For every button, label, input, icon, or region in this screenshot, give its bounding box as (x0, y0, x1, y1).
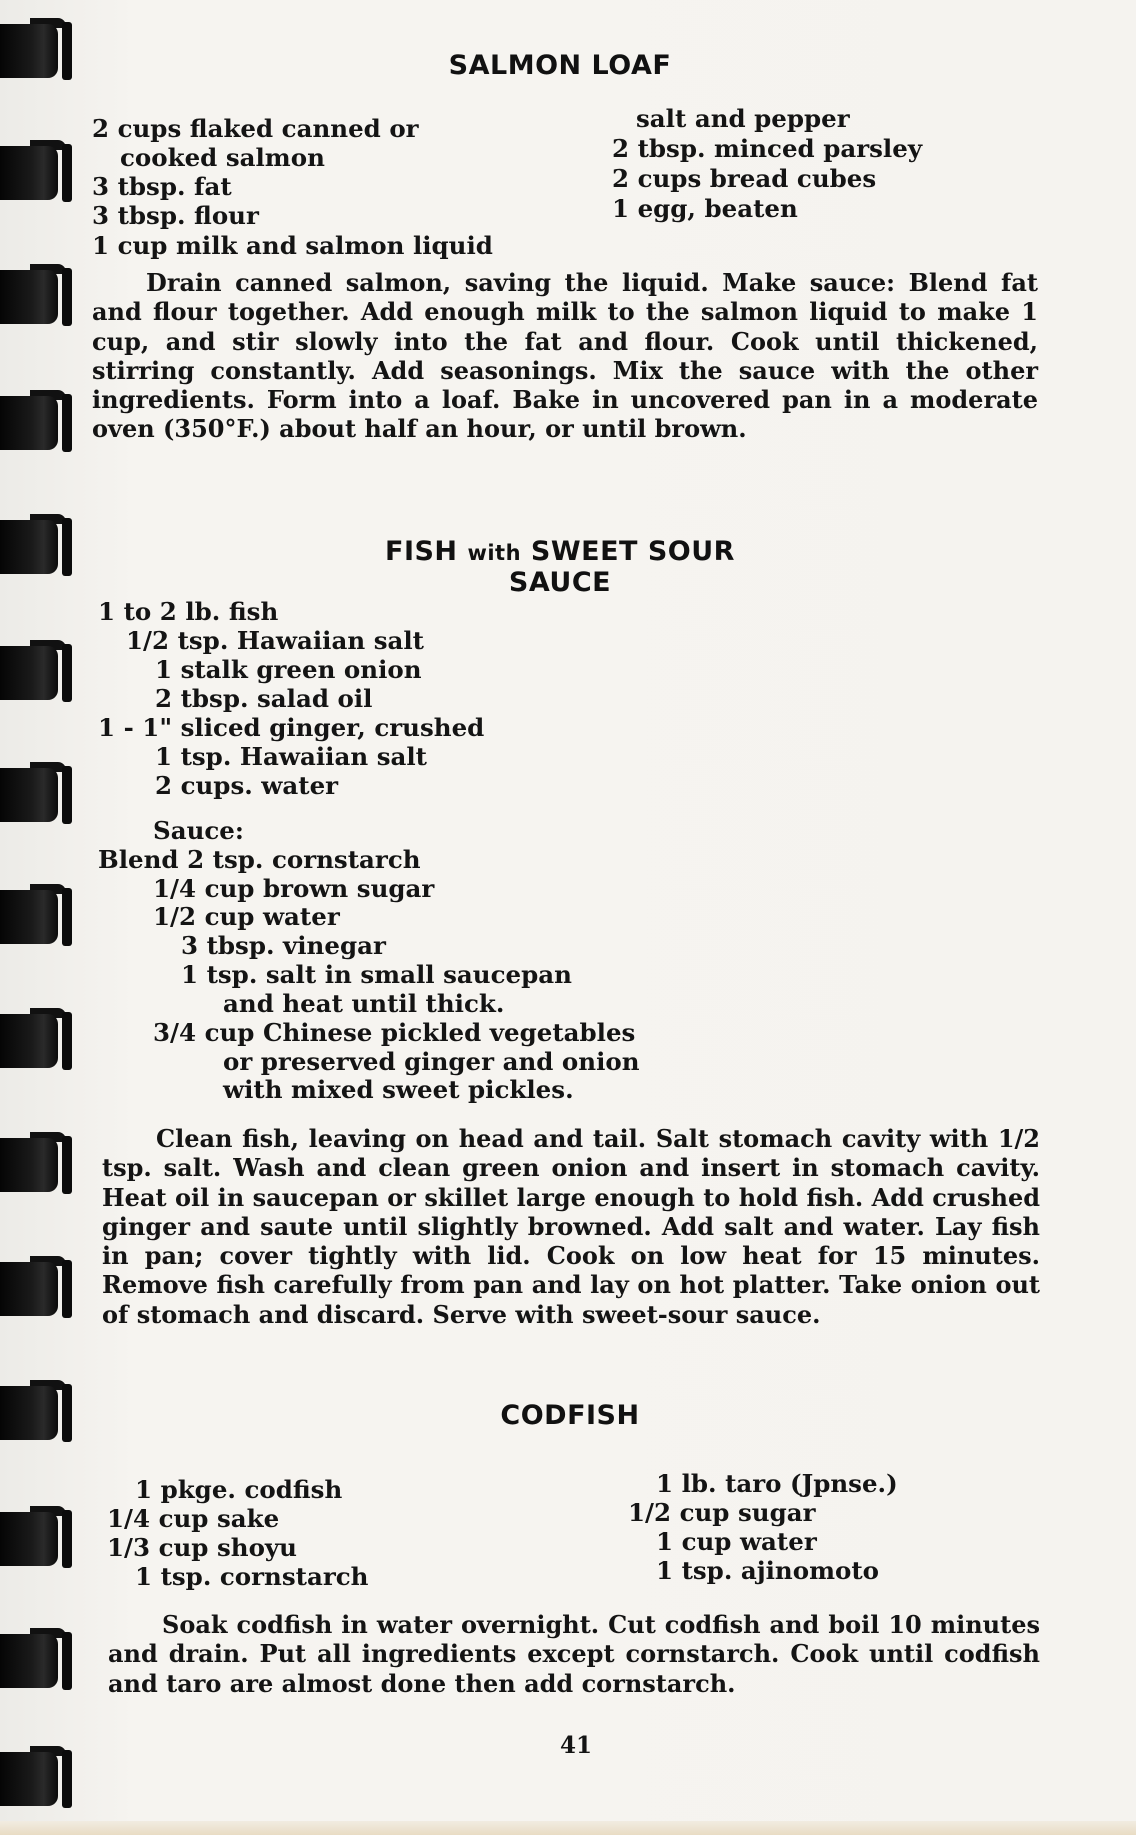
salmon-loaf-title: SALMON LOAF (448, 50, 672, 81)
ingredient-line: 1 to 2 lb. fish (98, 597, 279, 626)
ingredient-line: 1 lb. taro (Jpnse.) (656, 1469, 898, 1498)
codfish-title: CODFISH (500, 1400, 640, 1431)
title-part: FISH (385, 536, 468, 567)
binding-ring (0, 1256, 70, 1322)
ingredient-line: 1/4 cup sake (107, 1504, 280, 1533)
ingredient-line: 1 - 1" sliced ginger, crushed (98, 713, 485, 742)
ingredient-line: 1 cup milk and salmon liquid (92, 231, 493, 260)
ingredient-line: 1 tsp. Hawaiian salt (155, 742, 427, 771)
binding-ring (0, 640, 70, 706)
ingredient-line: 2 tbsp. salad oil (155, 684, 373, 713)
binding-ring (0, 1132, 70, 1198)
codfish-instructions (108, 1610, 1040, 1698)
sauce-line: Blend 2 tsp. cornstarch (98, 845, 421, 874)
sauce-line: 1 tsp. salt in small saucepan (181, 960, 572, 989)
binding-ring (0, 1628, 70, 1694)
page-number: 41 (560, 1732, 593, 1759)
ingredient-line: cooked salmon (120, 143, 325, 172)
binding-ring (0, 884, 70, 950)
ingredient-line: 1/3 cup shoyu (107, 1533, 297, 1562)
binding-ring (0, 1506, 70, 1572)
instructions-text: Clean fish, leaving on head and tail. Salt stomach cavity with 1/2 tsp. salt. Wash and clean green onion and insert in stomach cavity. Heat oil in saucepan or skillet large enough to hold fish. Add crushed ginger and saute until slightly browned. Add salt and water. Lay fish in pan; cover tightly with lid. Cook on low heat for 15 minutes. Remove fish carefully from pan and lay on hot platter. Take onion out of stomach and discard. Serve with sweet-sour sauce. (102, 1124, 1040, 1329)
binding-ring (0, 514, 70, 580)
ingredient-line: 2 cups flaked canned or (92, 114, 419, 143)
page-bottom-edge (0, 1821, 1136, 1835)
sauce-line: with mixed sweet pickles. (223, 1075, 574, 1104)
ingredient-line: 3 tbsp. fat (92, 172, 232, 201)
instructions-text: Soak codfish in water overnight. Cut codfish and boil 10 minutes and drain. Put all ingredients except cornstarch. Cook until codfish and taro are almost done then add cornstarch. (108, 1610, 1040, 1698)
ingredient-line: 1 stalk green onion (155, 655, 422, 684)
sauce-label: Sauce: (153, 816, 244, 845)
title-part: SWEET SOUR SAUCE (508, 536, 735, 598)
ingredient-line: 1 tsp. cornstarch (135, 1562, 369, 1591)
ingredient-line: 2 cups. water (155, 771, 339, 800)
ingredient-line: 1/2 tsp. Hawaiian salt (126, 626, 424, 655)
sauce-line: and heat until thick. (223, 989, 505, 1018)
binding-ring (0, 1746, 70, 1812)
ingredient-line: 1 pkge. codfish (135, 1475, 343, 1504)
salmon-loaf-instructions (92, 268, 1038, 444)
sauce-line: 1/4 cup brown sugar (153, 874, 435, 903)
instructions-text: Drain canned salmon, saving the liquid. Make sauce: Blend fat and flour together. Add enough milk to the salmon liquid to make 1 cup, and stir slowly into the fat and flour. Cook until thickened, stirring constantly. Add seasonings. Mix the sauce with the other ingredients. Form into a loaf. Bake in uncovered pan in a moderate oven (350°F.) about half an hour, or until brown. (92, 268, 1038, 444)
binding-ring (0, 18, 70, 84)
title-part: with (467, 541, 522, 565)
ingredient-line: 2 cups bread cubes (612, 164, 877, 193)
ingredient-line: 1 tsp. ajinomoto (656, 1556, 880, 1585)
ingredient-line: 1/2 cup sugar (628, 1498, 816, 1527)
binding-ring (0, 762, 70, 828)
fish-sweet-sour-title (330, 536, 790, 598)
binding-ring (0, 1008, 70, 1074)
fish-instructions (102, 1124, 1040, 1329)
ingredient-line: salt and pepper (636, 104, 850, 133)
ingredient-line: 1 egg, beaten (612, 194, 798, 223)
sauce-line: 3 tbsp. vinegar (181, 931, 386, 960)
binding-ring (0, 1380, 70, 1446)
spiral-binding (0, 0, 90, 1835)
sauce-line: 3/4 cup Chinese pickled vegetables (153, 1018, 636, 1047)
ingredient-line: 1 cup water (656, 1527, 817, 1556)
sauce-line: 1/2 cup water (153, 902, 340, 931)
sauce-line: or preserved ginger and onion (223, 1047, 640, 1076)
binding-ring (0, 140, 70, 206)
binding-ring (0, 390, 70, 456)
binding-ring (0, 264, 70, 330)
ingredient-line: 2 tbsp. minced parsley (612, 134, 923, 163)
ingredient-line: 3 tbsp. flour (92, 201, 259, 230)
